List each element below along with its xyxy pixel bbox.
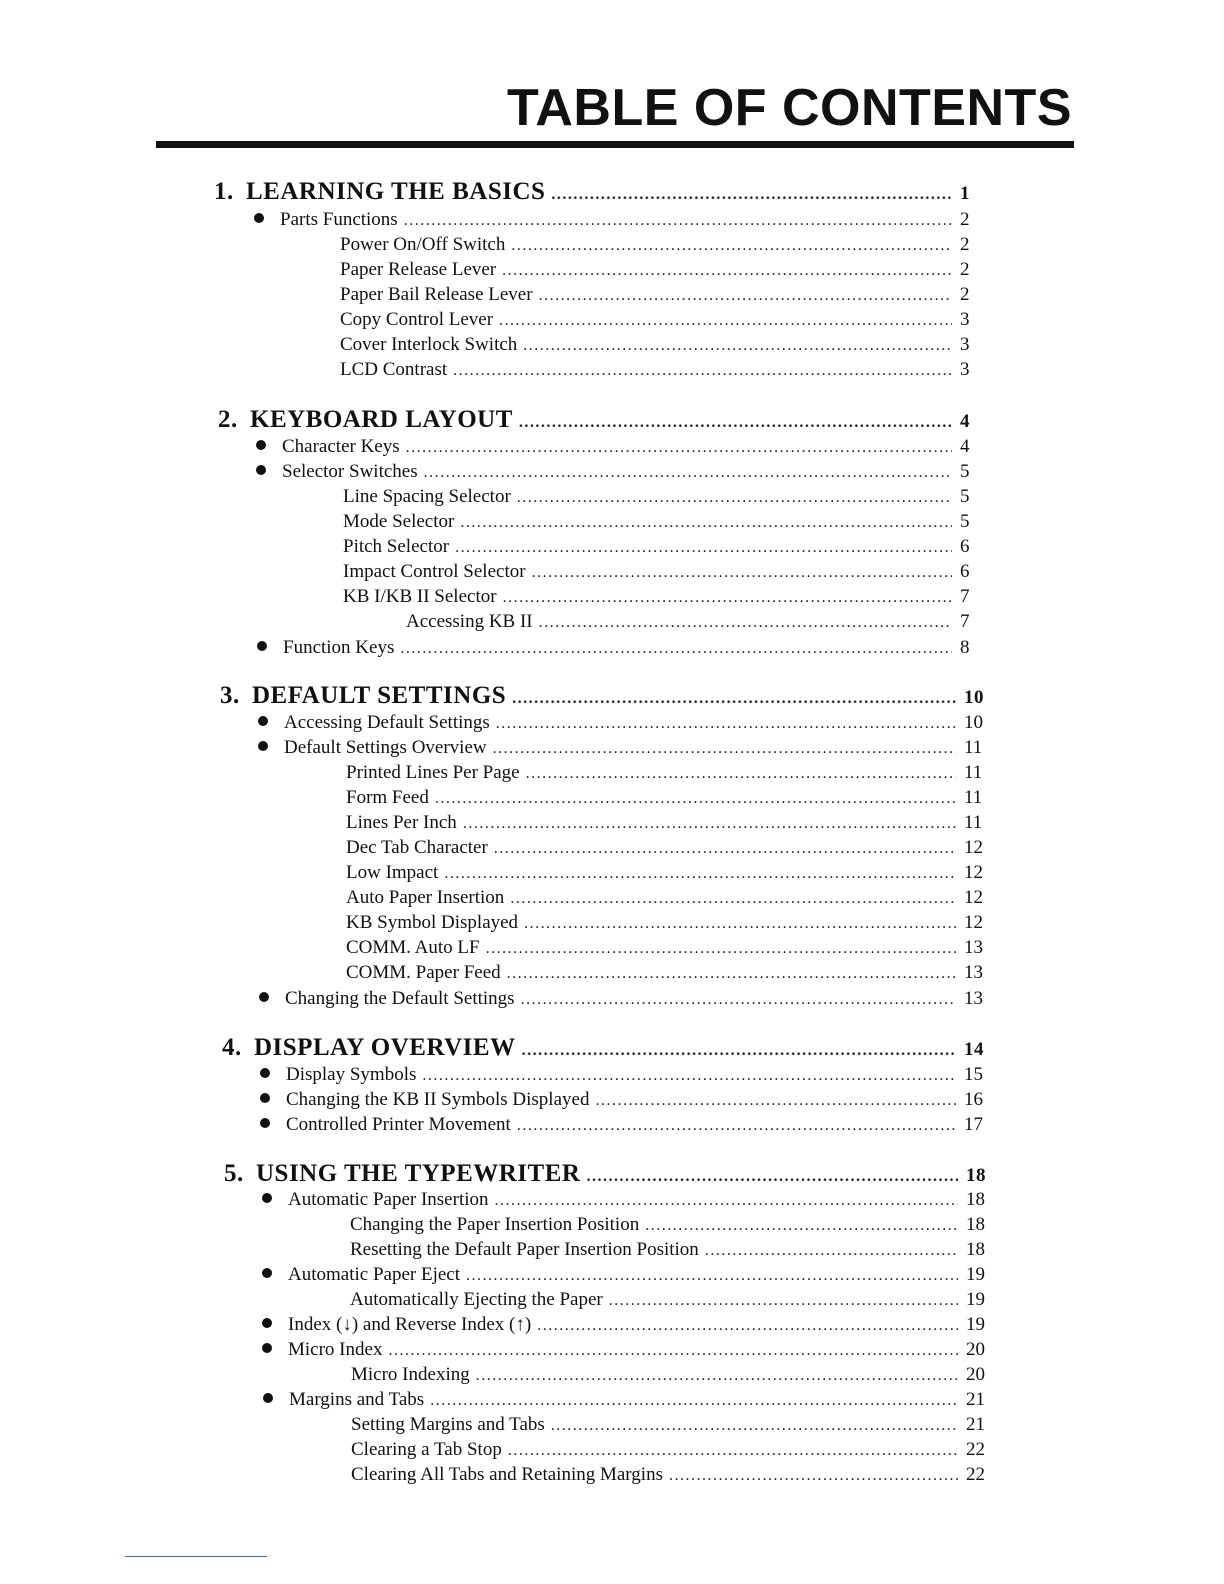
page-number: 3 [960, 359, 970, 380]
toc-entry-pitch-selector[interactable] [343, 536, 984, 558]
entry-title: COMM. Paper Feed [346, 962, 501, 983]
section-number: 2. [218, 406, 238, 433]
toc-entry-character-keys[interactable] [256, 436, 984, 458]
entry-title: Controlled Printer Movement [286, 1114, 511, 1135]
leader-dots [486, 940, 956, 958]
toc-entry-parts-functions[interactable] [254, 209, 984, 231]
bullet-icon [256, 465, 266, 475]
toc-entry-accessing-kb-ii[interactable] [406, 611, 984, 633]
toc-entry-lcd-contrast[interactable] [340, 359, 984, 381]
entry-title: Printed Lines Per Page [346, 762, 520, 783]
page-number: 6 [960, 536, 970, 557]
toc-entry-automatically-ejecting-paper[interactable] [350, 1289, 990, 1311]
footer-link-underline [125, 1556, 267, 1557]
entry-title: Mode Selector [343, 511, 455, 532]
entry-title: Setting Margins and Tabs [351, 1414, 545, 1435]
page-number: 20 [966, 1339, 985, 1360]
toc-entry-resetting-default-paper-insertion[interactable] [350, 1239, 990, 1261]
bullet-icon [262, 1193, 272, 1203]
bullet-icon [260, 1118, 270, 1128]
leader-dots [551, 186, 952, 204]
entry-title: Lines Per Inch [346, 812, 457, 833]
leader-dots [511, 237, 952, 255]
leader-dots [453, 362, 952, 380]
leader-dots [507, 965, 956, 983]
toc-entry-comm-auto-lf[interactable] [346, 937, 988, 959]
entry-title: Default Settings Overview [284, 737, 487, 758]
entry-title: Micro Indexing [351, 1364, 470, 1385]
entry-title: Index (↓) and Reverse Index (↑) [288, 1314, 532, 1335]
toc-entry-clearing-all-tabs[interactable] [351, 1464, 990, 1486]
toc-entry-copy-control-lever[interactable] [340, 309, 984, 331]
section-number: 3. [220, 682, 240, 709]
entry-title: Clearing All Tabs and Retaining Margins [351, 1464, 663, 1485]
leader-dots [526, 765, 956, 783]
toc-section-2[interactable] [218, 406, 984, 434]
leader-dots [494, 840, 956, 858]
toc-entry-micro-indexing[interactable] [351, 1364, 990, 1386]
section-title: DISPLAY OVERVIEW [254, 1034, 516, 1061]
leader-dots [705, 1242, 958, 1260]
toc-entry-accessing-default-settings[interactable] [258, 712, 988, 734]
toc-entry-automatic-paper-insertion[interactable] [262, 1189, 990, 1211]
toc-entry-controlled-printer-movement[interactable] [260, 1114, 988, 1136]
toc-entry-impact-control-selector[interactable] [343, 561, 984, 583]
leader-dots [645, 1217, 958, 1235]
page-number: 14 [964, 1039, 984, 1060]
page-title: TABLE OF CONTENTS [506, 79, 1072, 137]
page-number: 4 [960, 436, 970, 457]
entry-title: KB Symbol Displayed [346, 912, 519, 933]
entry-title: Function Keys [283, 637, 395, 658]
section-title: USING THE TYPEWRITER [256, 1160, 581, 1187]
leader-dots [496, 715, 956, 733]
leader-dots [508, 1442, 958, 1460]
page-number: 15 [964, 1064, 983, 1085]
toc-entry-cover-interlock-switch[interactable] [340, 334, 984, 356]
bullet-icon [254, 213, 264, 223]
bullet-icon [257, 641, 267, 651]
toc-entry-printed-lines-per-page[interactable] [346, 762, 988, 784]
bullet-icon [258, 741, 268, 751]
leader-dots [503, 589, 952, 607]
section-title: KEYBOARD LAYOUT [250, 406, 513, 433]
leader-dots [400, 640, 952, 658]
page-number: 2 [960, 259, 970, 280]
entry-title: Form Feed [346, 787, 429, 808]
bullet-icon [259, 992, 269, 1002]
entry-title: LCD Contrast [340, 359, 448, 380]
leader-dots [517, 1117, 956, 1135]
leader-dots [521, 991, 956, 1009]
page-number: 11 [964, 812, 983, 833]
page-number: 5 [960, 511, 970, 532]
page-number: 13 [964, 988, 983, 1009]
leader-dots [463, 815, 956, 833]
bullet-icon [260, 1068, 270, 1078]
entry-title: Parts Functions [280, 209, 398, 230]
page-number: 7 [960, 586, 970, 607]
toc-entry-changing-default-settings[interactable] [259, 988, 988, 1010]
entry-title: Resetting the Default Paper Insertion Position [350, 1239, 699, 1260]
leader-dots [539, 287, 952, 305]
toc-entry-line-spacing-selector[interactable] [343, 486, 984, 508]
page-number: 5 [960, 486, 970, 507]
toc-entry-form-feed[interactable] [346, 787, 988, 809]
leader-dots [502, 262, 952, 280]
leader-dots [519, 414, 952, 432]
leader-dots [537, 1317, 958, 1335]
page-number: 3 [960, 309, 970, 330]
leader-dots [455, 539, 952, 557]
toc-entry-paper-release-lever[interactable] [340, 259, 984, 281]
entry-title: Clearing a Tab Stop [351, 1439, 502, 1460]
leader-dots [388, 1342, 958, 1360]
toc-entry-changing-paper-insertion-position[interactable] [350, 1214, 990, 1236]
entry-title: Impact Control Selector [343, 561, 526, 582]
entry-title: Copy Control Lever [340, 309, 494, 330]
section-title: DEFAULT SETTINGS [252, 682, 507, 709]
leader-dots [460, 514, 952, 532]
section-number: 1. [214, 178, 234, 205]
bullet-icon [258, 716, 268, 726]
toc-entry-setting-margins-and-tabs[interactable] [351, 1414, 990, 1436]
leader-dots [522, 1042, 956, 1060]
page-number: 17 [964, 1114, 983, 1135]
page-number: 4 [960, 411, 970, 432]
toc-entry-kb-selector[interactable] [343, 586, 984, 608]
bullet-icon [262, 1268, 272, 1278]
leader-dots [669, 1467, 958, 1485]
leader-dots [609, 1292, 958, 1310]
entry-title: Character Keys [282, 436, 400, 457]
entry-title: Auto Paper Insertion [346, 887, 505, 908]
leader-dots [430, 1392, 958, 1410]
toc-entry-micro-index[interactable] [262, 1339, 990, 1361]
entry-title: Display Symbols [286, 1064, 417, 1085]
toc-section-3[interactable] [220, 682, 988, 710]
leader-dots [551, 1417, 958, 1435]
toc-entry-low-impact[interactable] [346, 862, 988, 884]
entry-title: Automatically Ejecting the Paper [350, 1289, 603, 1310]
page-number: 11 [964, 787, 983, 808]
page-number: 7 [960, 611, 970, 632]
bullet-icon [260, 1093, 270, 1103]
toc-entry-kb-symbol-displayed[interactable] [346, 912, 988, 934]
page-number: 19 [966, 1314, 985, 1335]
toc-entry-default-settings-overview[interactable] [258, 737, 988, 759]
toc-entry-dec-tab-character[interactable] [346, 837, 988, 859]
leader-dots [444, 865, 956, 883]
leader-dots [512, 690, 956, 708]
page-number: 10 [964, 687, 984, 708]
page-number: 6 [960, 561, 970, 582]
toc-entry-auto-paper-insertion[interactable] [346, 887, 988, 909]
page-number: 5 [960, 461, 970, 482]
section-title: LEARNING THE BASICS [246, 178, 546, 205]
toc-section-5[interactable] [224, 1160, 990, 1188]
toc-entry-changing-kb-ii-symbols[interactable] [260, 1089, 988, 1111]
leader-dots [476, 1367, 958, 1385]
entry-title: Pitch Selector [343, 536, 450, 557]
page-number: 10 [964, 712, 983, 733]
leader-dots [495, 1192, 958, 1210]
page-number: 3 [960, 334, 970, 355]
page-number: 12 [964, 837, 983, 858]
page-number: 19 [966, 1289, 985, 1310]
entry-title: Accessing KB II [406, 611, 533, 632]
leader-dots [523, 337, 952, 355]
toc-entry-index-reverse-index[interactable] [262, 1314, 990, 1336]
bullet-icon [262, 1343, 272, 1353]
leader-dots [424, 464, 952, 482]
entry-title: Power On/Off Switch [340, 234, 506, 255]
toc-section-1[interactable] [214, 178, 984, 206]
page-number: 16 [964, 1089, 983, 1110]
leader-dots [510, 890, 956, 908]
page-number: 21 [966, 1414, 985, 1435]
toc-entry-lines-per-inch[interactable] [346, 812, 988, 834]
bullet-icon [263, 1393, 273, 1403]
page-number: 13 [964, 937, 983, 958]
toc-entry-power-switch[interactable] [340, 234, 984, 256]
leader-dots [532, 564, 952, 582]
page-number: 20 [966, 1364, 985, 1385]
page-number: 21 [966, 1389, 985, 1410]
page-number: 18 [966, 1239, 985, 1260]
page-number: 22 [966, 1439, 985, 1460]
page-number: 8 [960, 637, 970, 658]
toc-entry-display-symbols[interactable] [260, 1064, 988, 1086]
leader-dots [466, 1267, 958, 1285]
leader-dots [406, 439, 952, 457]
entry-title: Automatic Paper Eject [288, 1264, 460, 1285]
page-number: 19 [966, 1264, 985, 1285]
entry-title: Automatic Paper Insertion [288, 1189, 489, 1210]
entry-title: Accessing Default Settings [284, 712, 490, 733]
toc-entry-paper-bail-release-lever[interactable] [340, 284, 984, 306]
page-number: 2 [960, 284, 970, 305]
section-number: 4. [222, 1034, 242, 1061]
leader-dots [524, 915, 956, 933]
bullet-icon [256, 440, 266, 450]
entry-title: Changing the KB II Symbols Displayed [286, 1089, 590, 1110]
leader-dots [404, 212, 952, 230]
page-number: 2 [960, 209, 970, 230]
leader-dots [517, 489, 952, 507]
page-number: 1 [960, 183, 970, 204]
entry-title: Paper Release Lever [340, 259, 497, 280]
entry-title: Changing the Default Settings [285, 988, 515, 1009]
entry-title: KB I/KB II Selector [343, 586, 497, 607]
page-number: 2 [960, 234, 970, 255]
toc-entry-function-keys[interactable] [257, 637, 984, 659]
leader-dots [422, 1067, 956, 1085]
bullet-icon [262, 1318, 272, 1328]
entry-title: Low Impact [346, 862, 439, 883]
page-number: 11 [964, 762, 983, 783]
page-number: 12 [964, 862, 983, 883]
toc-entry-clearing-tab-stop[interactable] [351, 1439, 990, 1461]
leader-dots [586, 1168, 958, 1186]
toc-entry-margins-and-tabs[interactable] [263, 1389, 990, 1411]
entry-title: Selector Switches [282, 461, 418, 482]
page-number: 18 [966, 1189, 985, 1210]
toc-entry-automatic-paper-eject[interactable] [262, 1264, 990, 1286]
toc-entry-selector-switches[interactable] [256, 461, 984, 483]
page-number: 13 [964, 962, 983, 983]
leader-dots [539, 614, 952, 632]
toc-section-4[interactable] [222, 1034, 988, 1062]
entry-title: Line Spacing Selector [343, 486, 511, 507]
page-number: 12 [964, 912, 983, 933]
page-number: 11 [964, 737, 983, 758]
page-number: 22 [966, 1464, 985, 1485]
entry-title: Paper Bail Release Lever [340, 284, 533, 305]
page-number: 18 [966, 1214, 985, 1235]
entry-title: Margins and Tabs [289, 1389, 425, 1410]
toc-entry-comm-paper-feed[interactable] [346, 962, 988, 984]
leader-dots [493, 740, 956, 758]
page-number: 18 [966, 1165, 986, 1186]
leader-dots [435, 790, 956, 808]
leader-dots [595, 1092, 956, 1110]
leader-dots [499, 312, 952, 330]
entry-title: Dec Tab Character [346, 837, 488, 858]
entry-title: COMM. Auto LF [346, 937, 480, 958]
entry-title: Micro Index [288, 1339, 383, 1360]
page-number: 12 [964, 887, 983, 908]
entry-title: Cover Interlock Switch [340, 334, 518, 355]
section-number: 5. [224, 1160, 244, 1187]
entry-title: Changing the Paper Insertion Position [350, 1214, 640, 1235]
toc-entry-mode-selector[interactable] [343, 511, 984, 533]
